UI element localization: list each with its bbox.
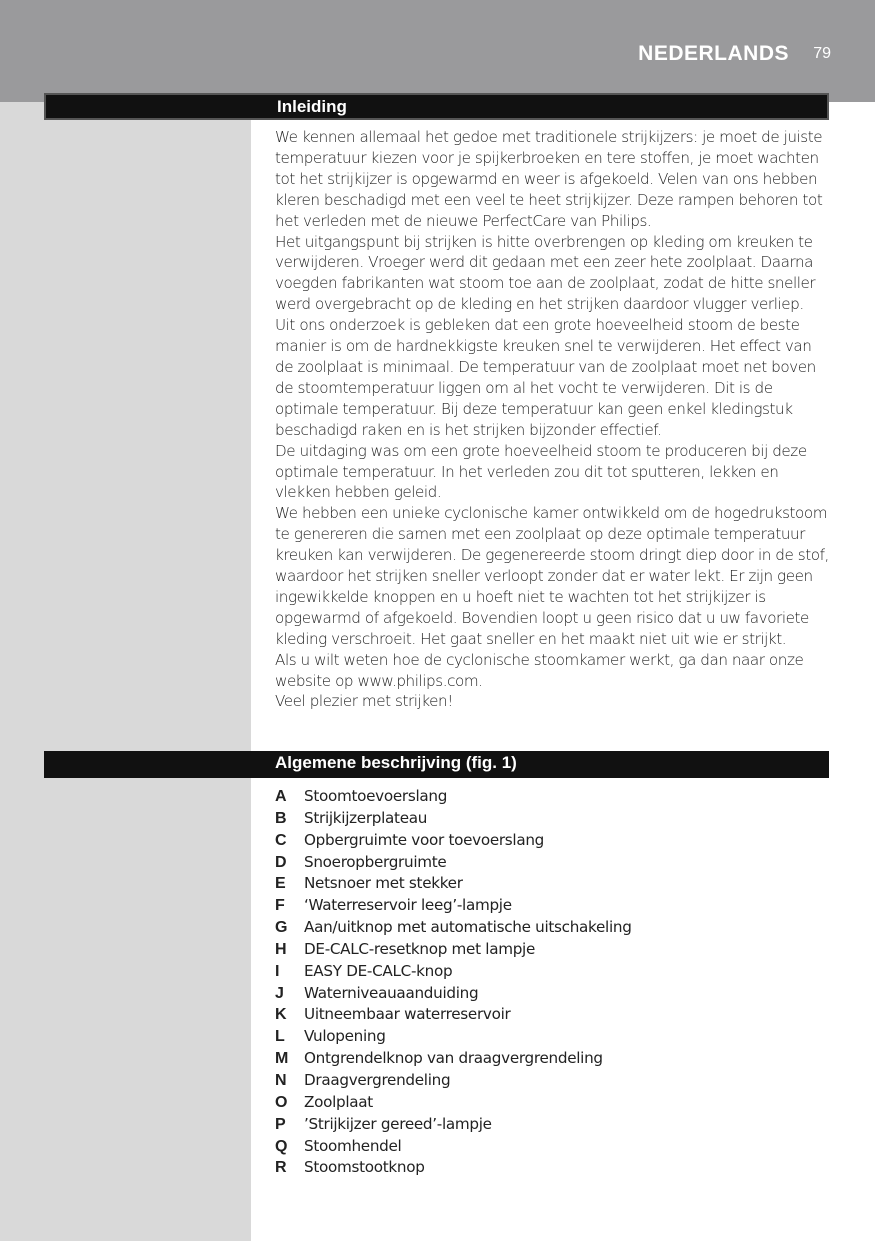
left-margin-column — [0, 102, 251, 1241]
part-letter: A — [275, 788, 287, 805]
section-title: Inleiding — [277, 97, 347, 116]
part-letter: N — [275, 1071, 287, 1089]
part-letter: R — [275, 1159, 287, 1177]
part-letter: E — [275, 875, 286, 893]
intro-text — [275, 127, 830, 712]
part-label: EASY DE-CALC-knop — [304, 961, 453, 980]
part-letter: P — [275, 1115, 286, 1133]
part-letter: Q — [275, 1137, 288, 1155]
part-label: Stoomhendel — [304, 1136, 402, 1155]
part-letter: K — [275, 1006, 287, 1024]
paragraph: Het uitgangspunt bij strijken is hitte overbrengen op kleding om kreuken te verwijderen. Vroeger werd dit gedaan met een zeer hete zoolplaat. Daarna voegden fabrikanten wat stoom toe aan de zoolplaat, zodat de hitte sneller werd overgebracht op de kleding en het strijken daardoor vlugger verliep. — [275, 232, 816, 314]
list-item — [275, 1004, 632, 1026]
list-item — [275, 786, 632, 808]
list-item — [275, 961, 632, 983]
part-letter: D — [275, 853, 287, 871]
part-letter: H — [275, 940, 287, 958]
part-label: Aan/uitknop met automatische uitschakeling — [304, 918, 632, 937]
header-band — [0, 0, 875, 102]
list-item — [275, 939, 632, 961]
paragraph: De uitdaging was om een grote hoeveelheid stoom te produceren bij deze optimale temperatuur. In het verleden zou dit tot sputteren, lekken en vlekken hebben geleid. — [275, 441, 807, 502]
paragraph: Veel plezier met strijken! — [275, 692, 453, 711]
list-item — [275, 852, 632, 874]
section-header-intro — [44, 93, 829, 120]
part-label: Netsnoer met stekker — [304, 874, 463, 893]
page-number: 79 — [813, 45, 831, 62]
part-label: Waterniveauaanduiding — [304, 983, 479, 1002]
list-item — [275, 917, 632, 939]
part-label: Opbergruimte voor toevoerslang — [304, 830, 545, 849]
parts-list — [275, 786, 632, 1179]
part-letter: L — [275, 1028, 285, 1046]
list-item — [275, 1092, 632, 1114]
section-title: Algemene beschrijving (fig. 1) — [275, 753, 517, 772]
list-item — [275, 1136, 632, 1158]
list-item — [275, 1026, 632, 1048]
list-item — [275, 1157, 632, 1179]
part-letter: G — [275, 919, 288, 937]
paragraph: We hebben een unieke cyclonische kamer ontwikkeld om de hogedrukstoom te genereren die samen met een zoolplaat op deze optimale temperatuur kreuken kan verwijderen. De gegenereerde stoom dringt diep door in de stof, waardoor het strijken sneller verloopt zonder dat er water lekt. Er zijn geen ingewikkelde knoppen en u hoeft niet te wachten tot het strijkijzer is opgewarmd of afgekoeld. Bovendien loopt u geen risico dat u uw favoriete kleding verschroeit. Het gaat sneller en het maakt niet uit wie er strijkt. — [275, 504, 829, 648]
paragraph: Als u wilt weten hoe de cyclonische stoomkamer werkt, ga dan naar onze website op www.philips.com. — [275, 650, 804, 690]
part-label: ’Strijkijzer gereed’-lampje — [304, 1114, 492, 1133]
part-label: Zoolplaat — [304, 1092, 373, 1111]
part-letter: I — [275, 962, 280, 980]
part-label: Uitneembaar waterreservoir — [304, 1005, 511, 1024]
part-label: DE-CALC-resetknop met lampje — [304, 939, 536, 958]
part-letter: J — [275, 984, 284, 1002]
part-label: Snoeropbergruimte — [304, 852, 447, 871]
list-item — [275, 895, 632, 917]
part-label: Stoomtoevoerslang — [304, 787, 448, 805]
language-label: NEDERLANDS — [638, 42, 789, 65]
paragraph: We kennen allemaal het gedoe met traditionele strijkijzers: je moet de juiste temperatuur kiezen voor je spijkerbroeken en tere stoffen, je moet wachten tot het strijkijzer is opgewarmd en weer is afgekoeld. Velen van ons hebben kleren beschadigd met een veel te heet strijkijzer. Deze rampen behoren tot het verleden met de nieuwe PerfectCare van Philips. — [275, 128, 823, 230]
part-letter: O — [275, 1093, 288, 1111]
list-item — [275, 873, 632, 895]
part-label: Vulopening — [304, 1027, 386, 1046]
part-label: Stoomstootknop — [304, 1158, 425, 1177]
part-letter: B — [275, 809, 287, 827]
part-label: ‘Waterreservoir leeg’-lampje — [304, 896, 512, 915]
part-label: Strijkijzerplateau — [304, 808, 428, 827]
list-item — [275, 1070, 632, 1092]
part-label: Draagvergrendeling — [304, 1070, 451, 1089]
part-letter: C — [275, 831, 287, 849]
part-letter: M — [275, 1050, 289, 1068]
section-header-description — [44, 751, 829, 778]
list-item — [275, 983, 632, 1005]
part-letter: F — [275, 897, 285, 915]
list-item — [275, 808, 632, 830]
list-item — [275, 1114, 632, 1136]
list-item — [275, 830, 632, 852]
part-label: Ontgrendelknop van draagvergrendeling — [304, 1049, 603, 1068]
list-item — [275, 1048, 632, 1070]
paragraph: Uit ons onderzoek is gebleken dat een grote hoeveelheid stoom de beste manier is om de hardnekkigste kreuken snel te verwijderen. Het effect van de zoolplaat is minimaal. De temperatuur van de zoolplaat moet net boven de stoomtemperatuur liggen om al het vocht te verwijderen. Dit is de optimale temperatuur. Bij deze temperatuur kan geen enkel kledingstuk beschadigd raken en is het strijken bijzonder effectief. — [275, 316, 816, 439]
